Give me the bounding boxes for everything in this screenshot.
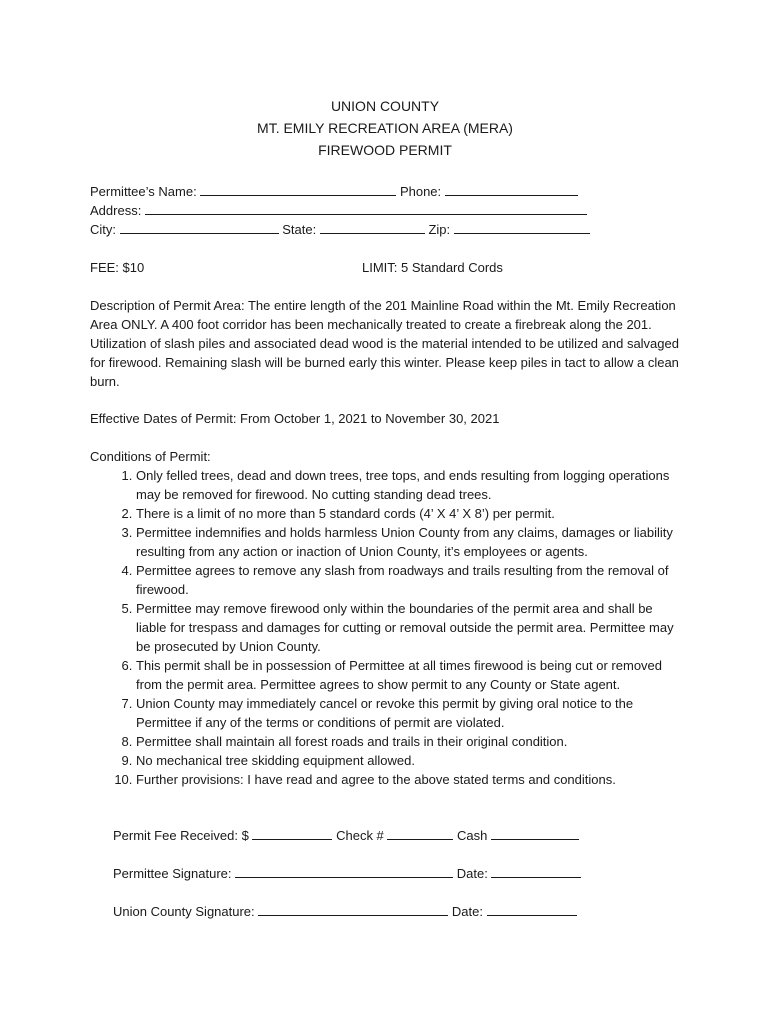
title-permit: FIREWOOD PERMIT [318, 142, 452, 158]
fee-amount-field[interactable] [252, 826, 332, 840]
address-field[interactable] [145, 201, 587, 215]
phone-field[interactable] [445, 182, 578, 196]
condition-item: 8. Permittee shall maintain all forest roads and trails in their original condition. [136, 732, 682, 751]
permittee-date-field[interactable] [491, 864, 581, 878]
county-date-field[interactable] [487, 902, 577, 916]
city-state-zip-row [90, 220, 590, 239]
fee-text: FEE: $10 [90, 260, 145, 275]
effective-dates: Effective Dates of Permit: From October 1, 2021 to November 30, 2021 [90, 411, 500, 426]
permittee-signature-field[interactable] [235, 864, 453, 878]
condition-item: 2. There is a limit of no more than 5 standard cords (4’ X 4’ X 8’) per permit. [136, 504, 682, 523]
title-area: MT. EMILY RECREATION AREA (MERA) [257, 120, 513, 136]
name-label: Permittee’s Name: [90, 184, 197, 199]
name-field[interactable] [200, 182, 396, 196]
city-field[interactable] [120, 220, 279, 234]
state-field[interactable] [320, 220, 425, 234]
condition-item: 5. Permittee may remove firewood only within the boundaries of the permit area and shall be liable for trespass and damages for cutting or removal outside the permit area. Permittee may be prosecuted by Union County. [136, 599, 682, 656]
conditions-heading: Conditions of Permit: [90, 449, 211, 464]
state-label: State: [282, 222, 317, 237]
county-signature-label: Union County Signature: [113, 904, 255, 919]
document-title [0, 95, 770, 161]
condition-item: 10. Further provisions: I have read and agree to the above stated terms and conditions. [136, 770, 682, 789]
condition-item: 7. Union County may immediately cancel or revoke this permit by giving oral notice to the Permittee if any of the terms or conditions of permit are violated. [136, 694, 682, 732]
condition-item: 3. Permittee indemnifies and holds harmless Union County from any claims, damages or liability resulting from any action or inaction of Union County, it’s employees or agents. [136, 523, 682, 561]
county-date-label: Date: [451, 904, 483, 919]
permittee-signature-row [113, 864, 581, 883]
zip-label: Zip: [428, 222, 451, 237]
city-label: City: [90, 222, 116, 237]
cash-label: Cash [457, 828, 488, 843]
address-label: Address: [90, 203, 142, 218]
permittee-signature-label: Permittee Signature: [113, 866, 232, 881]
check-label: Check # [336, 828, 384, 843]
title-county: UNION COUNTY [330, 98, 440, 114]
county-signature-row [113, 902, 577, 921]
county-signature-field[interactable] [258, 902, 448, 916]
condition-item: 9. No mechanical tree skidding equipment allowed. [136, 751, 682, 770]
fee-received-row [113, 826, 579, 845]
cash-field[interactable] [491, 826, 579, 840]
conditions-list [90, 466, 682, 789]
condition-item: 6. This permit shall be in possession of Permittee at all times firewood is being cut or removed from the permit area. Permittee agrees to show permit to any County or State agent. [136, 656, 682, 694]
phone-label: Phone: [399, 184, 442, 199]
zip-field[interactable] [454, 220, 590, 234]
fee-received-label: Permit Fee Received: $ [113, 828, 249, 843]
permit-area-description: Description of Permit Area: The entire length of the 201 Mainline Road within the Mt. Emily Recreation Area ONLY. A 400 foot corridor has been mechanically treated to create a firebreak along the 201. Utilization of slash piles and associated dead wood is the material intended to be utilized and salvaged for firewood. Remaining slash will be burned early this winter. Please keep piles in tact to allow a clean burn. [90, 298, 679, 389]
address-row [90, 201, 587, 220]
name-phone-row [90, 182, 578, 201]
condition-item: 1. Only felled trees, dead and down trees, tree tops, and ends resulting from logging operations may be removed for firewood. No cutting standing dead trees. [136, 466, 682, 504]
condition-item: 4. Permittee agrees to remove any slash from roadways and trails resulting from the removal of firewood. [136, 561, 682, 599]
check-number-field[interactable] [387, 826, 453, 840]
limit-text: LIMIT: 5 Standard Cords [362, 260, 503, 275]
permittee-date-label: Date: [456, 866, 488, 881]
